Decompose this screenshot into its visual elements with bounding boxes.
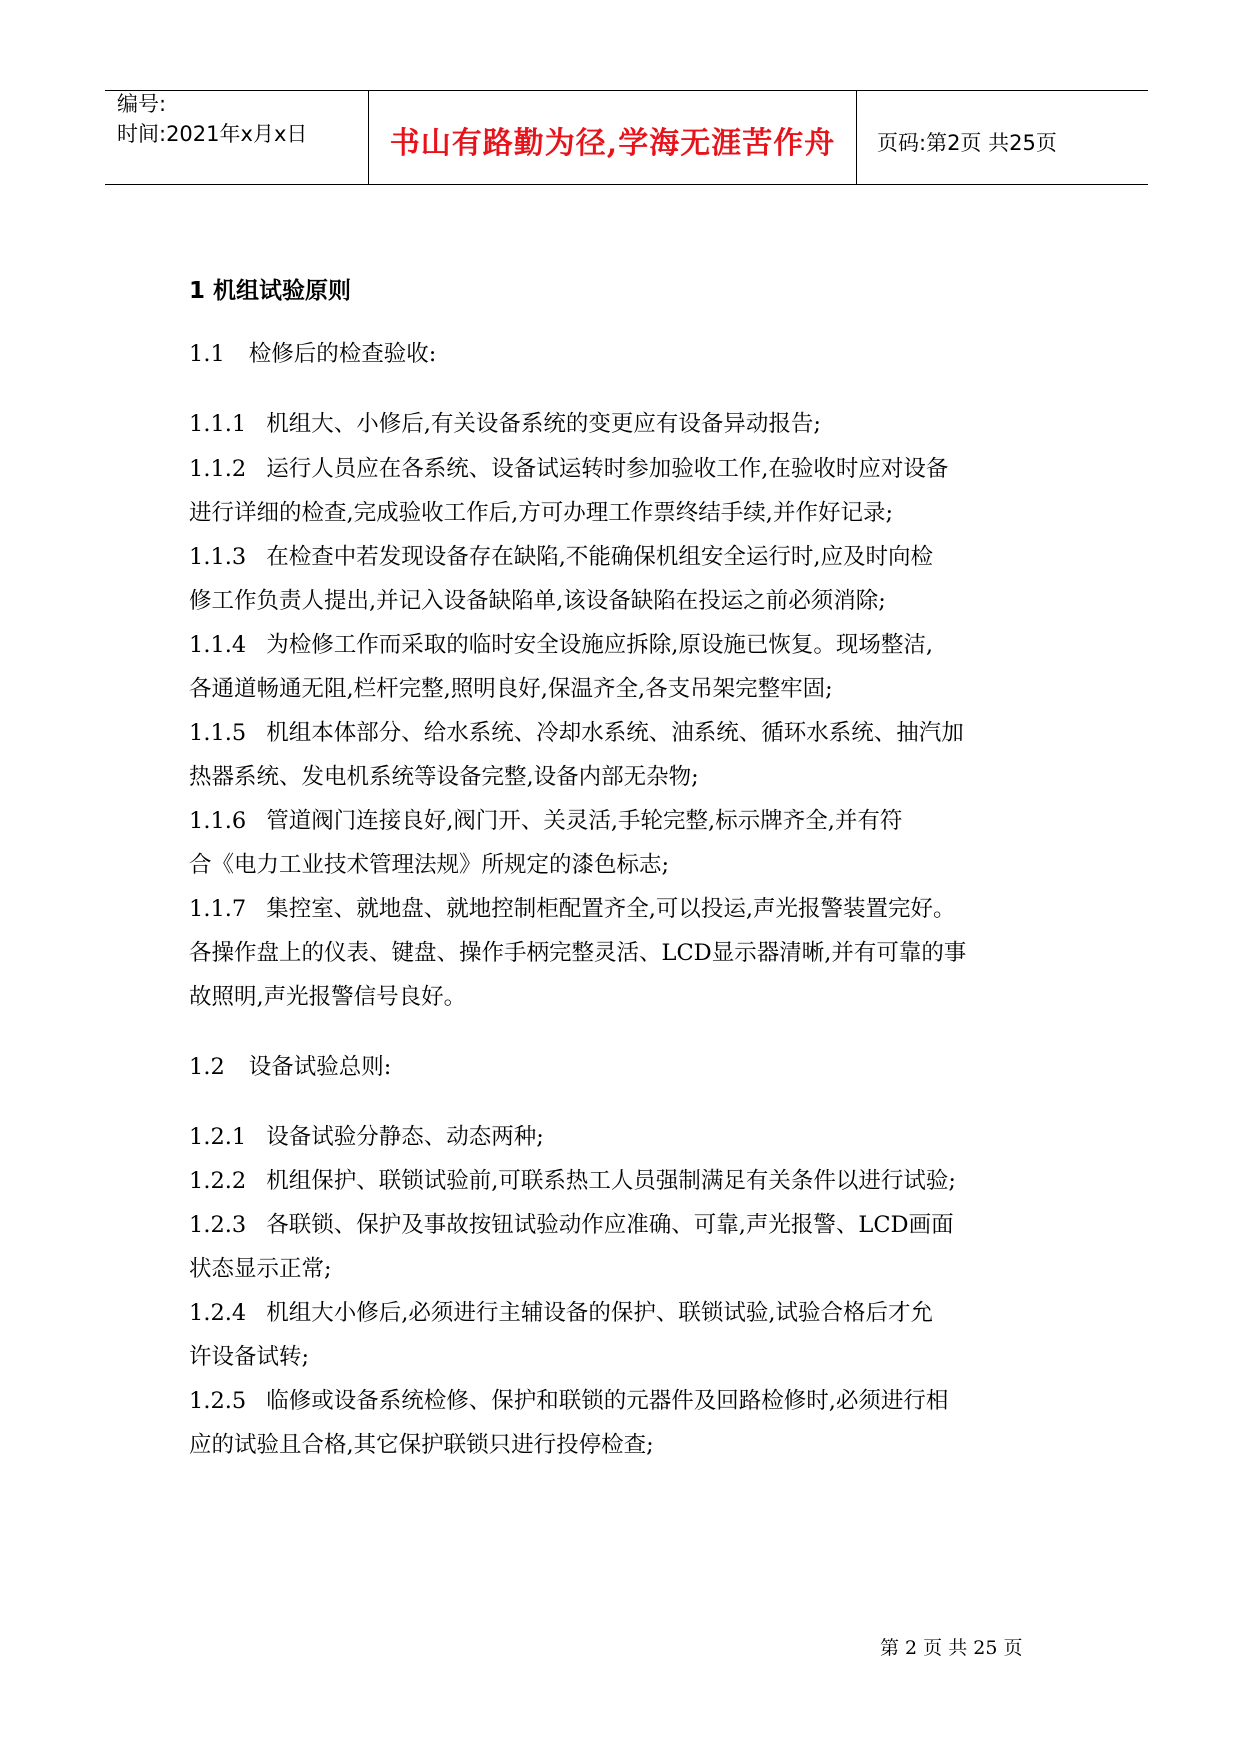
item-number: 1.1.1 [189,411,247,437]
item-text: 临修或设备系统检修、保护和联锁的元器件及回路检修时,必须进行相 [266,1388,949,1414]
number-label: 编号: [117,92,167,116]
header-motto-cell [369,91,857,184]
item-1-1-6 [189,810,902,833]
item-1-1-6-cont: 合《电力工业技术管理法规》所规定的漆色标志; [189,852,670,878]
item-1-1-1 [189,413,821,436]
item-1-1-5-cont: 热器系统、发电机系统等设备完整,设备内部无杂物; [189,764,699,790]
page-header [105,90,1148,185]
item-1-1-3-cont: 修工作负责人提出,并记入设备缺陷单,该设备缺陷在投运之前必须消除; [189,588,886,614]
section-number: 1.1 [189,341,225,367]
item-text: 设备试验分静态、动态两种; [266,1124,544,1150]
item-1-2-4-cont: 许设备试转; [189,1344,310,1370]
item-number: 1.2.5 [189,1388,247,1414]
header-page-info: 页码:第2页 共25页 [877,131,1057,155]
item-1-1-7 [189,898,956,921]
item-1-1-2 [189,458,948,481]
item-number: 1.2.1 [189,1124,247,1150]
item-1-2-5 [189,1390,948,1413]
item-1-1-3 [189,546,933,569]
item-number: 1.1.3 [189,544,247,570]
section-title: 1 机组试验原则 [189,278,352,304]
item-text: 各联锁、保护及事故按钮试验动作应准确、可靠,声光报警、LCD画面 [266,1212,954,1238]
item-1-1-4-cont: 各通道畅通无阻,栏杆完整,照明良好,保温齐全,各支吊架完整牢固; [189,676,833,702]
item-number: 1.2.3 [189,1212,247,1238]
item-text: 集控室、就地盘、就地控制柜配置齐全,可以投运,声光报警装置完好。 [266,896,956,922]
item-number: 1.1.6 [189,808,247,834]
header-page-cell [857,91,1148,184]
item-number: 1.1.5 [189,720,247,746]
item-1-2-5-cont: 应的试验且合格,其它保护联锁只进行投停检查; [189,1432,654,1458]
subsection-1-1 [189,343,436,366]
item-1-1-5 [189,722,964,745]
item-number: 1.2.4 [189,1300,247,1326]
subsection-1-2 [189,1056,391,1079]
item-text: 为检修工作而采取的临时安全设施应拆除,原设施已恢复。现场整洁, [266,632,934,658]
item-1-2-3-cont: 状态显示正常; [189,1256,332,1282]
item-1-2-3 [189,1214,954,1237]
item-1-2-1 [189,1126,544,1149]
item-1-2-2 [189,1170,956,1193]
item-number: 1.2.2 [189,1168,247,1194]
item-text: 管道阀门连接良好,阀门开、关灵活,手轮完整,标示牌齐全,并有符 [266,808,903,834]
item-text: 运行人员应在各系统、设备试运转时参加验收工作,在验收时应对设备 [266,456,949,482]
motto: 书山有路勤为径,学海无涯苦作舟 [389,126,836,161]
item-1-1-2-cont: 进行详细的检查,完成验收工作后,方可办理工作票终结手续,并作好记录; [189,500,894,526]
item-number: 1.1.4 [189,632,247,658]
subsection-title: 设备试验总则: [248,1054,392,1080]
page-footer: 第 2 页 共 25 页 [880,1637,1023,1659]
section-number: 1.2 [189,1054,225,1080]
item-text: 机组大、小修后,有关设备系统的变更应有设备异动报告; [266,411,821,437]
item-text: 在检查中若发现设备存在缺陷,不能确保机组安全运行时,应及时向检 [266,544,934,570]
item-1-1-7-cont: 各操作盘上的仪表、键盘、操作手柄完整灵活、LCD显示器清晰,并有可靠的事 [189,940,967,966]
item-text: 机组保护、联锁试验前,可联系热工人员强制满足有关条件以进行试验; [266,1168,956,1194]
item-1-1-4 [189,634,933,657]
time-label: 时间:2021年x月x日 [117,122,308,146]
item-text: 机组本体部分、给水系统、冷却水系统、油系统、循环水系统、抽汽加 [266,720,964,746]
item-1-1-7-cont2: 故照明,声光报警信号良好。 [189,984,467,1010]
item-number: 1.1.7 [189,896,247,922]
header-meta-cell [105,91,369,184]
subsection-title: 检修后的检查验收: [248,341,437,367]
item-text: 机组大小修后,必须进行主辅设备的保护、联锁试验,试验合格后才允 [266,1300,934,1326]
item-number: 1.1.2 [189,456,247,482]
item-1-2-4 [189,1302,933,1325]
